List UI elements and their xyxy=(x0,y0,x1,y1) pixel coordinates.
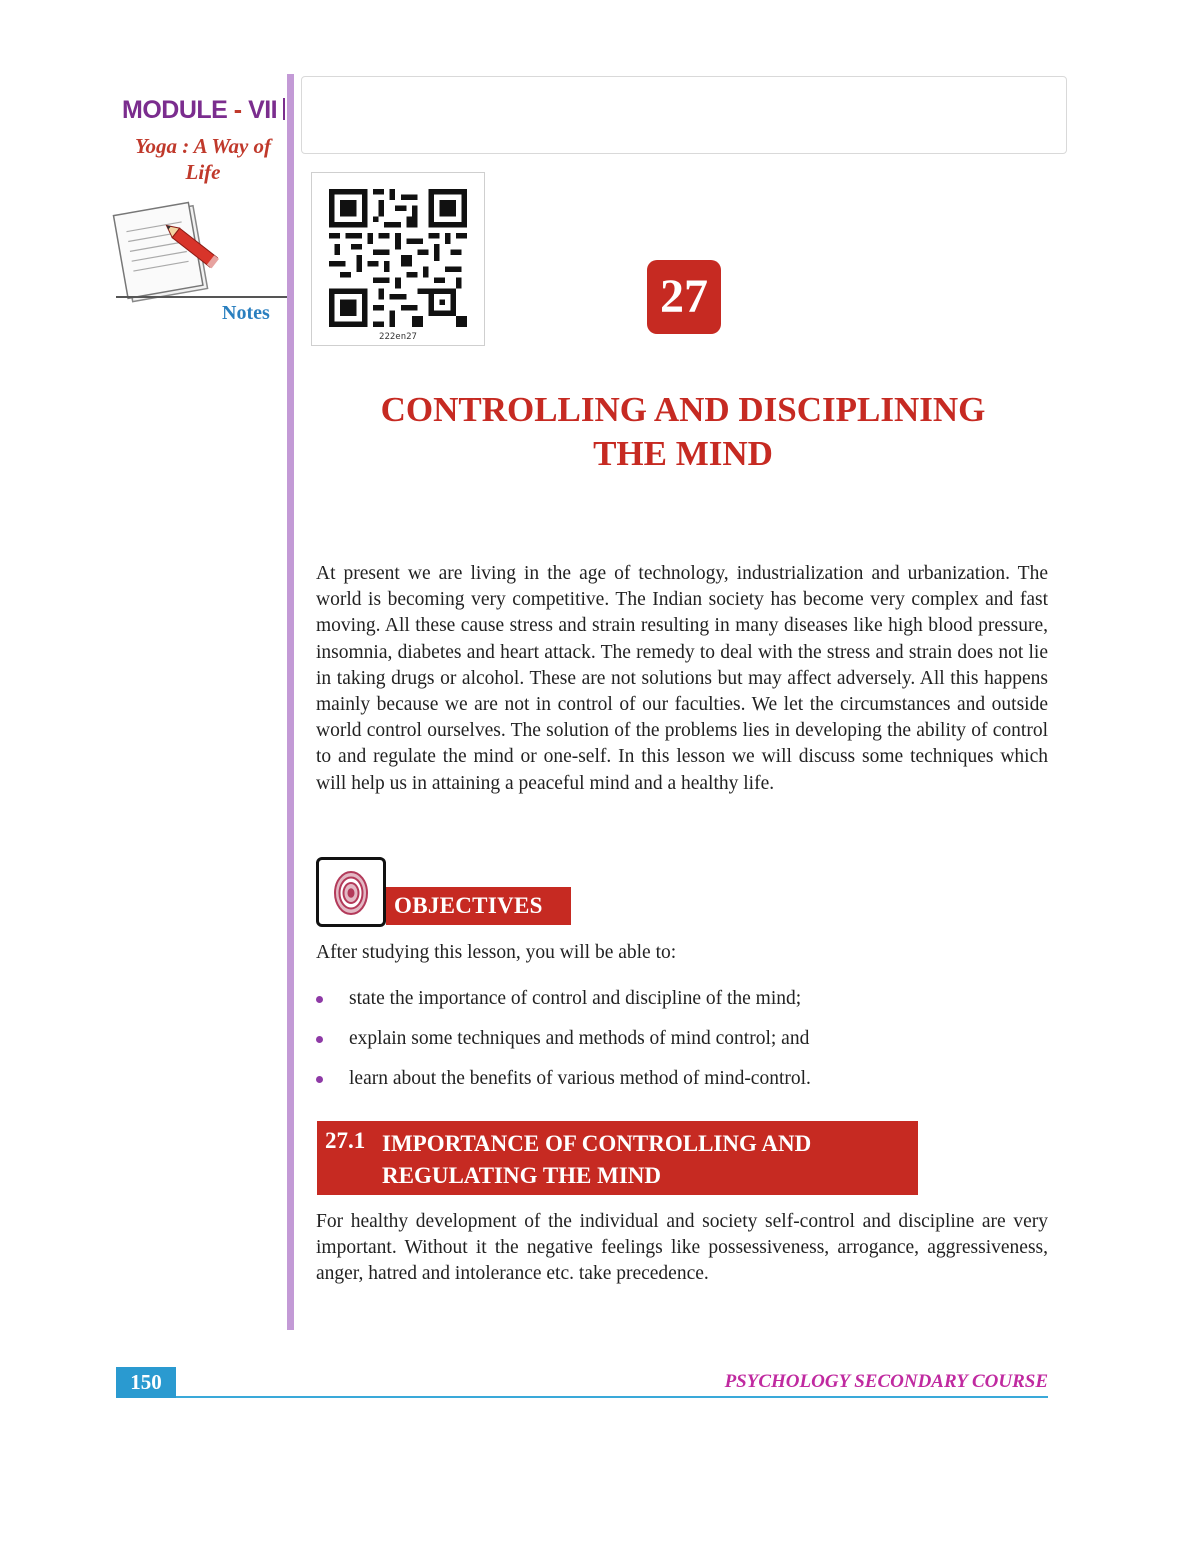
chapter-title-line1: CONTROLLING AND DISCIPLINING xyxy=(380,390,986,429)
section-title-line1: IMPORTANCE OF CONTROLLING AND xyxy=(382,1131,812,1156)
chapter-title-line2: THE MIND xyxy=(593,434,773,473)
list-item xyxy=(316,1066,811,1106)
module-subtitle-line1: Yoga : A Way of xyxy=(134,134,272,158)
chapter-title xyxy=(300,388,1066,476)
objective-text: explain some techniques and methods of mind control; and xyxy=(349,1028,810,1049)
objectives-icon-box xyxy=(316,857,386,927)
notes-pencil-icon xyxy=(112,188,232,308)
module-dash: - xyxy=(233,96,242,124)
margin-rule xyxy=(287,74,294,1330)
objective-text: state the importance of control and discipline of the mind; xyxy=(349,988,802,1009)
section-title-line2: REGULATING THE MIND xyxy=(382,1163,662,1188)
bullet-icon xyxy=(316,1036,323,1043)
bullet-icon xyxy=(316,996,323,1003)
module-title xyxy=(122,96,277,125)
footer-course-title: PSYCHOLOGY SECONDARY COURSE xyxy=(724,1371,1048,1392)
chapter-number-badge: 27 xyxy=(647,260,721,334)
objectives-heading: OBJECTIVES xyxy=(386,887,571,925)
footer-rule xyxy=(116,1396,1048,1398)
qr-code-box xyxy=(311,172,485,346)
notes-divider xyxy=(116,296,288,298)
objectives-list xyxy=(316,986,811,1106)
objective-text: learn about the benefits of various method of mind-control. xyxy=(349,1068,811,1089)
header-box xyxy=(301,76,1067,154)
objectives-lead: After studying this lesson, you will be able to: xyxy=(316,942,677,963)
qr-code-icon xyxy=(329,189,467,327)
section-number: 27.1 xyxy=(325,1128,366,1153)
bullet-icon xyxy=(316,1076,323,1083)
qr-code-caption: 222en27 xyxy=(379,332,417,342)
notes-label: Notes xyxy=(222,302,270,324)
module-label: MODULE xyxy=(122,96,228,124)
list-item xyxy=(316,986,811,1026)
page-number: 150 xyxy=(116,1367,176,1398)
section-paragraph: For healthy development of the individual and society self-control and discipline are very important. Without it the negative feelings like possessiveness, arrogance, aggressiveness, anger, hatred and intolerance etc. take precedence. xyxy=(316,1211,1048,1285)
section-title xyxy=(382,1128,811,1192)
module-subtitle xyxy=(118,133,288,185)
module-subtitle-line2: Life xyxy=(185,160,221,184)
module-number: VII xyxy=(248,96,278,124)
section-heading xyxy=(317,1121,918,1195)
list-item xyxy=(316,1026,811,1066)
target-icon xyxy=(333,870,369,916)
intro-paragraph: At present we are living in the age of technology, industrialization and urbanization. The world is becoming very competitive. The Indian society has become very complex and fast moving. All these cause stress and strain resulting in many diseases like high blood pressure, insomnia, diabetes and heart attack. The remedy to deal with the stress and strain does not lie in taking drugs or alcohol. These are not solutions but may affect adversely. All this happens mainly because we are not in control of our faculties. We let the circumstances and outside world control ourselves. The solution of the problems lies in developing the ability of control to and regulate the mind or one-self. In this lesson we will discuss some techniques which will help us in attaining a peaceful mind and a healthy life. xyxy=(316,563,1048,794)
